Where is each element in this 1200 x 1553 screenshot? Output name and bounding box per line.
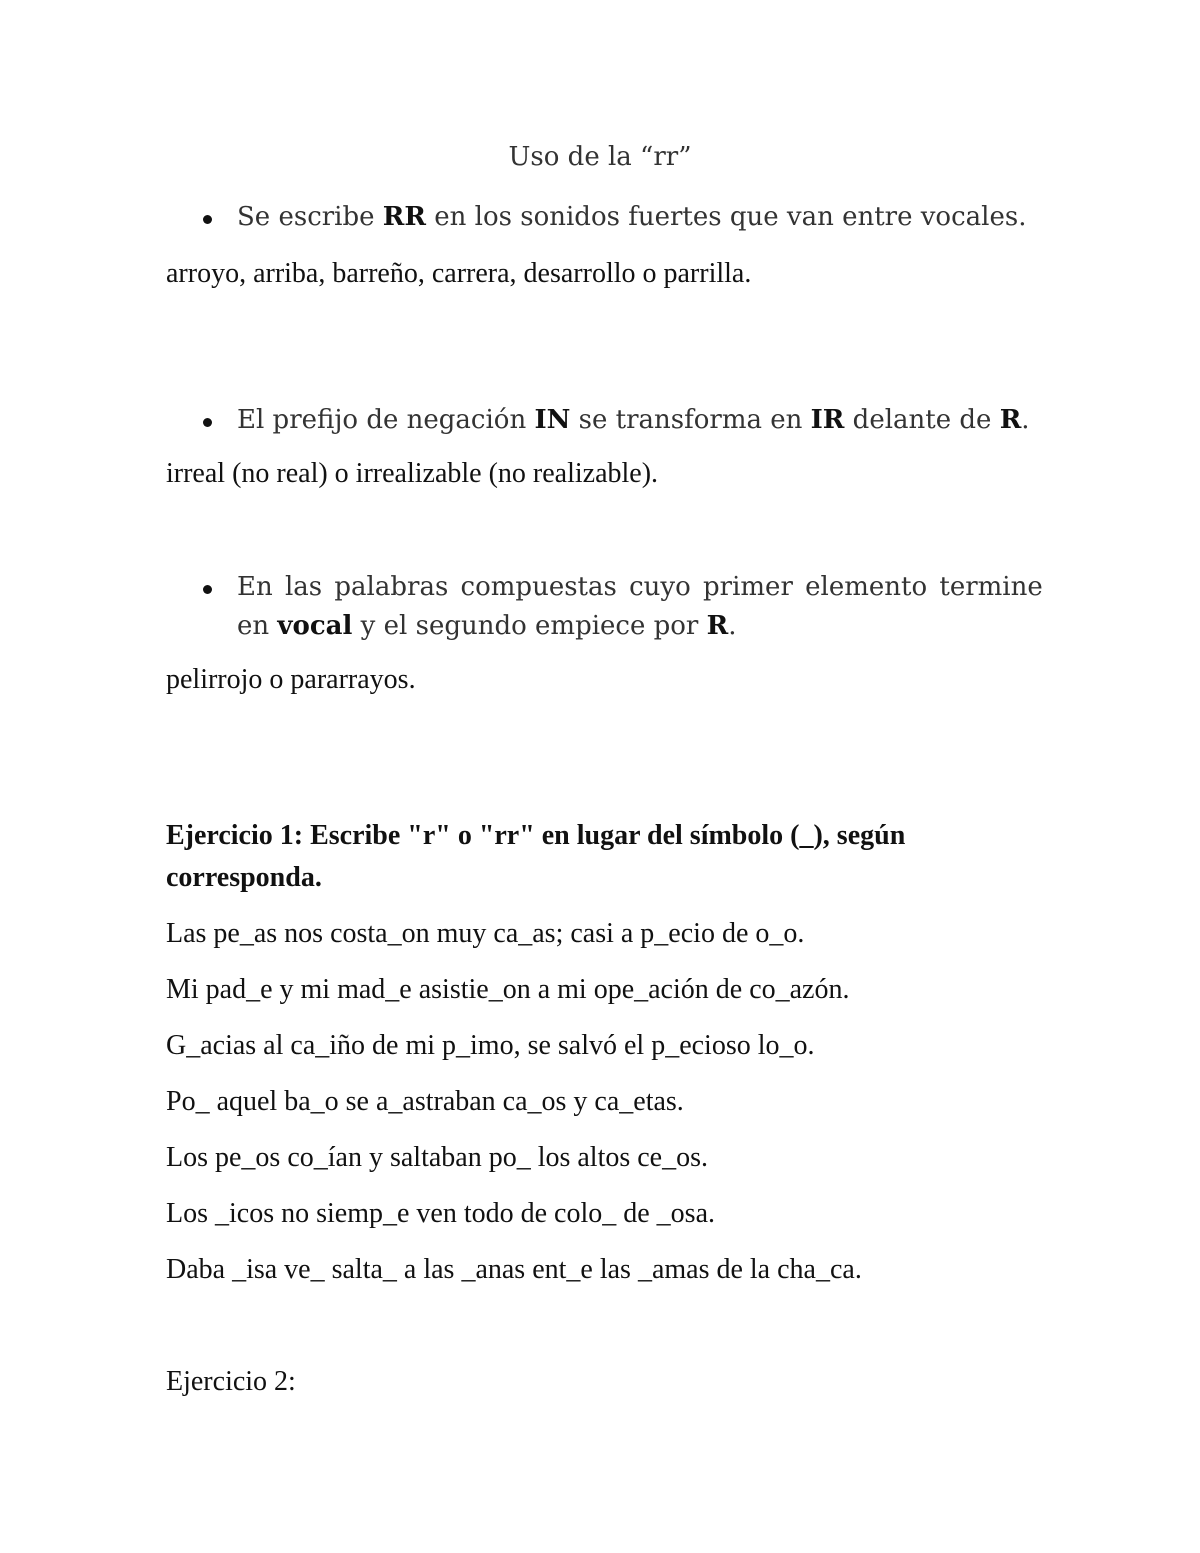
rule-2-text-end: . <box>1021 405 1030 435</box>
rule-2-bold-r: R <box>999 405 1022 435</box>
rule-1 <box>237 202 1026 232</box>
exercise-line: G_acias al ca_iño de mi p_imo, se salvó el p_ecioso lo_o. <box>166 1030 815 1061</box>
rule-2-text-mid2: delante de <box>844 405 1000 435</box>
rule-3-line-2 <box>237 611 737 641</box>
exercise-line: Mi pad_e y mi mad_e asistie_on a mi ope_ación de co_azón. <box>166 974 850 1005</box>
bullet-icon <box>203 418 212 427</box>
bullet-icon <box>203 215 212 224</box>
exercise-line: Los pe_os co_ían y saltaban po_ los altos ce_os. <box>166 1142 709 1173</box>
exercise-1-heading-line-2: corresponda. <box>166 862 322 893</box>
rule-1-bold: RR <box>382 202 427 232</box>
rule-3-bold-r: R <box>706 611 729 641</box>
rule-3-example: pelirrojo o pararrayos. <box>166 664 416 695</box>
rule-1-text: Se escribe <box>237 202 383 232</box>
exercise-2-heading: Ejercicio 2: <box>166 1366 296 1397</box>
rule-2 <box>237 405 1030 435</box>
rule-2-text: El prefijo de negación <box>237 405 535 435</box>
page-title: Uso de la “rr” <box>508 142 692 172</box>
rule-1-example: arroyo, arriba, barreño, carrera, desarrollo o parrilla. <box>166 258 752 289</box>
exercise-line: Daba _isa ve_ salta_ a las _anas ent_e las _amas de la cha_ca. <box>166 1254 862 1285</box>
exercise-line: Los _icos no siemp_e ven todo de colo_ de _osa. <box>166 1198 716 1229</box>
rule-2-text-mid: se transforma en <box>570 405 811 435</box>
exercise-line: Po_ aquel ba_o se a_astraban ca_os y ca_etas. <box>166 1086 684 1117</box>
rule-3-line-1: En las palabras compuestas cuyo primer elemento termine <box>237 572 1043 602</box>
rule-3-text-mid: y el segundo empiece por <box>352 611 707 641</box>
exercise-1-heading-line-1: Ejercicio 1: Escribe "r" o "rr" en lugar del símbolo (_), según <box>166 820 906 851</box>
bullet-icon <box>203 585 212 594</box>
exercise-line: Las pe_as nos costa_on muy ca_as; casi a p_ecio de o_o. <box>166 918 805 949</box>
rule-2-bold-ir: IR <box>810 405 845 435</box>
rule-1-text-end: en los sonidos fuertes que van entre vocales. <box>426 202 1027 232</box>
rule-2-bold-in: IN <box>534 405 571 435</box>
rule-2-example: irreal (no real) o irrealizable (no realizable). <box>166 458 659 489</box>
rule-3-text: en <box>237 611 278 641</box>
rule-3-text-end: . <box>728 611 737 641</box>
rule-3-bold-vocal: vocal <box>277 611 353 641</box>
